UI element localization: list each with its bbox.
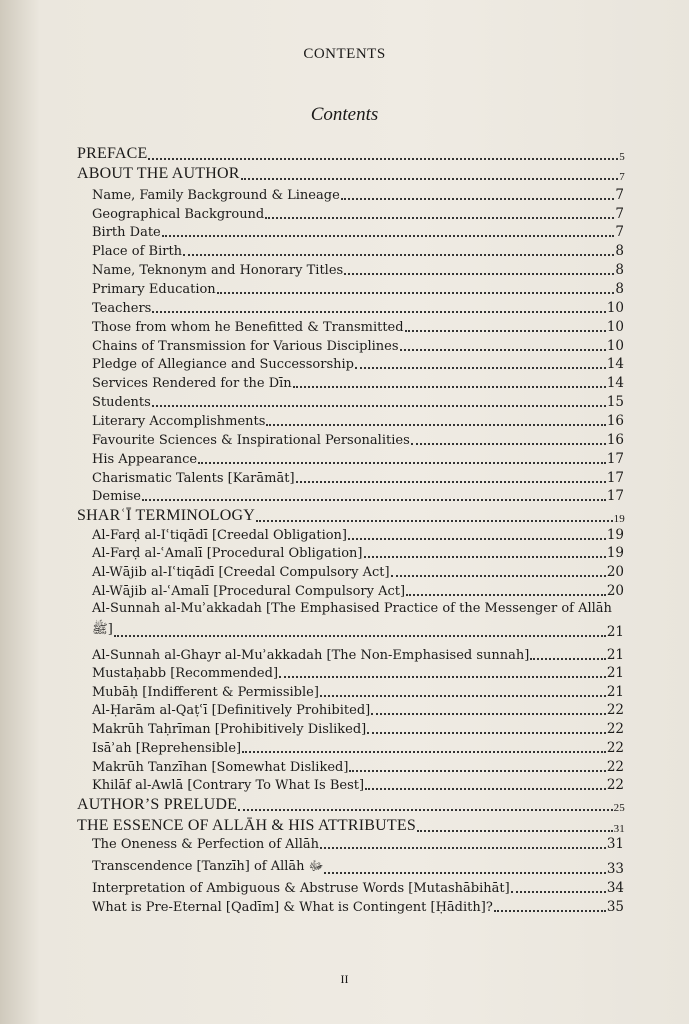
toc-subsection-entry[interactable]	[92, 206, 624, 222]
dot-leader	[198, 461, 606, 464]
dot-leader	[405, 329, 606, 332]
toc-page-number: 19	[606, 527, 624, 543]
toc-entry-text: Makrūh Tanzīhan [Somewhat Disliked]	[92, 760, 349, 775]
toc-subsection-entry[interactable]	[92, 394, 624, 410]
toc-page-number: 21	[606, 624, 624, 640]
toc-page-number: 22	[606, 740, 624, 756]
toc-page-number: 17	[606, 451, 624, 467]
toc-subsection-entry[interactable]	[92, 413, 624, 429]
toc-subsection-entry[interactable]	[92, 375, 624, 391]
toc-entry-text: Charismatic Talents [Karāmāt]	[92, 471, 295, 486]
dot-leader	[183, 253, 614, 256]
toc-entry-text: Teachers	[92, 301, 152, 316]
toc-page-number: 7	[615, 187, 624, 203]
dot-leader	[114, 634, 606, 637]
toc-entry-text: Al-Farḍ al-ʿAmalī [Procedural Obligation]	[92, 546, 363, 561]
toc-subsection-entry[interactable]	[92, 621, 624, 640]
toc-page-number: 19	[606, 545, 624, 561]
dot-leader	[162, 234, 615, 237]
toc-entry-text: ABOUT THE AUTHOR	[77, 165, 240, 182]
dot-leader	[293, 385, 606, 388]
dot-leader	[417, 829, 613, 832]
toc-page-number: 31	[606, 836, 624, 852]
dot-leader	[148, 157, 618, 160]
toc-subsection-entry[interactable]	[92, 243, 624, 259]
toc-subsection-entry[interactable]	[92, 545, 624, 561]
toc-entry-text: His Appearance	[92, 452, 198, 467]
dot-leader	[371, 712, 606, 715]
toc-entry-text: What is Pre-Eternal [Qadīm] & What is Contingent [Ḥādith]?	[92, 900, 493, 915]
toc-page-number: 33	[606, 861, 624, 877]
dot-leader	[256, 519, 613, 522]
toc-subsection-entry[interactable]	[92, 880, 624, 896]
toc-entry-text: Chains of Transmission for Various Disciplines	[92, 339, 399, 354]
dot-leader	[367, 731, 606, 734]
toc-entry-text: Favourite Sciences & Inspirational Personalities	[92, 433, 410, 448]
toc-page-number: 10	[606, 319, 624, 335]
toc-subsection-entry[interactable]	[92, 281, 624, 297]
toc-page-number: 10	[606, 300, 624, 316]
dot-leader	[530, 657, 605, 660]
toc-entry-text: ﷺ]	[92, 622, 113, 637]
toc-entry-text: Geographical Background	[92, 207, 265, 222]
toc-page-number: 8	[615, 243, 624, 259]
toc-section-entry[interactable]	[77, 507, 625, 525]
toc-entry-text: Name, Family Background & Lineage	[92, 188, 340, 203]
dot-leader	[344, 272, 614, 275]
dot-leader	[320, 846, 606, 849]
toc-entry-text: Services Rendered for the Dīn	[92, 376, 292, 391]
toc-subsection-entry[interactable]	[92, 356, 624, 372]
toc-subsection-entry[interactable]	[92, 777, 624, 793]
toc-entry-text: Khilāf al-Awlā [Contrary To What Is Best]	[92, 778, 365, 793]
toc-section-entry[interactable]	[77, 796, 625, 814]
toc-subsection-entry[interactable]	[92, 432, 624, 448]
dot-leader	[242, 750, 606, 753]
toc-page-number: 7	[619, 171, 625, 183]
toc-subsection-entry[interactable]	[92, 836, 624, 852]
toc-subsection-entry[interactable]	[92, 300, 624, 316]
toc-page-number: 35	[606, 899, 624, 915]
toc-subsection-entry[interactable]	[92, 527, 624, 543]
toc-entry-text: Those from whom he Benefitted & Transmitted	[92, 320, 404, 335]
toc-subsection-entry[interactable]	[92, 740, 624, 756]
toc-section-entry[interactable]	[77, 145, 625, 163]
toc-section-entry[interactable]	[77, 165, 625, 183]
toc-page-number: 34	[606, 880, 624, 896]
toc-subsection-entry[interactable]	[92, 451, 624, 467]
toc-page-number: 15	[606, 394, 624, 410]
dot-leader	[411, 442, 606, 445]
toc-entry-text: Literary Accomplishments	[92, 414, 266, 429]
toc-section-entry[interactable]	[77, 817, 625, 835]
dot-leader	[365, 787, 606, 790]
toc-subsection-entry[interactable]	[92, 224, 624, 240]
toc-page-number: 22	[606, 721, 624, 737]
toc-page-number: 21	[606, 647, 624, 663]
dot-leader	[152, 404, 606, 407]
toc-entry-text: Al-Wājib al-ʿAmalī [Procedural Compulsory Act]	[92, 584, 406, 599]
dot-leader	[265, 216, 614, 219]
dot-leader	[391, 574, 606, 577]
toc-entry-text: THE ESSENCE OF ALLĀH & HIS ATTRIBUTES	[77, 817, 416, 834]
toc-entry-text: Pledge of Allegiance and Successorship	[92, 357, 354, 372]
dot-leader	[349, 769, 605, 772]
toc-subsection-entry[interactable]	[92, 583, 624, 599]
toc-page-number: 20	[606, 583, 624, 599]
toc-page-number: 21	[606, 684, 624, 700]
toc-subsection-entry[interactable]	[92, 759, 624, 775]
dot-leader	[348, 537, 606, 540]
dot-leader	[364, 555, 606, 558]
dot-leader	[511, 890, 606, 893]
dot-leader	[494, 909, 606, 912]
dot-leader	[341, 197, 615, 200]
toc-entry-text: AUTHOR’S PRELUDE	[77, 796, 238, 813]
dot-leader	[279, 675, 606, 678]
toc-subsection-entry[interactable]	[92, 647, 624, 663]
toc-page-number: 8	[615, 281, 624, 297]
toc-entry-text: Primary Education	[92, 282, 216, 297]
dot-leader	[266, 423, 605, 426]
toc-entry-text: Al-Sunnah al-Muʾakkadah [The Emphasised Practice of the Messenger of Allāh	[92, 601, 612, 616]
toc-entry-text: Isāʾah [Reprehensible]	[92, 741, 242, 756]
toc-subsection-entry[interactable]	[92, 187, 624, 203]
toc-page-number: 8	[615, 262, 624, 278]
toc-subsection-entry[interactable]	[92, 319, 624, 335]
dot-leader	[217, 291, 615, 294]
toc-page-number: 7	[615, 206, 624, 222]
toc-entry-text: Birth Date	[92, 225, 161, 240]
toc-entry-text: Mustaḥabb [Recommended]	[92, 666, 279, 681]
toc-subsection-entry[interactable]	[92, 262, 624, 278]
page-title: Contents	[310, 104, 379, 125]
toc-subsection-entry[interactable]	[92, 684, 624, 700]
toc-entry-text: Students	[92, 395, 151, 410]
toc-page-number: 22	[606, 777, 624, 793]
toc-page-number: 14	[606, 356, 624, 372]
toc-page-number: 31	[613, 823, 625, 835]
dot-leader	[324, 871, 605, 874]
toc-page-number: 17	[606, 470, 624, 486]
toc-page-number: 7	[615, 224, 624, 240]
toc-subsection-entry[interactable]	[92, 721, 624, 737]
toc-entry-text: SHARʿĪ TERMINOLOGY	[77, 507, 255, 524]
running-head: CONTENTS	[303, 46, 386, 62]
toc-subsection-entry[interactable]	[92, 470, 624, 486]
toc-subsection-entry[interactable]	[92, 338, 624, 354]
toc-subsection-entry[interactable]	[92, 858, 624, 877]
toc-entry-text: Name, Teknonym and Honorary Titles	[92, 263, 344, 278]
toc-entry-text: Place of Birth	[92, 244, 183, 259]
toc-entry-text: Interpretation of Ambiguous & Abstruse Words [Mutashābihāt]	[92, 881, 510, 896]
toc-page-number: 22	[606, 759, 624, 775]
dot-leader	[296, 480, 606, 483]
dot-leader	[142, 498, 606, 501]
toc-entry-text: Mubāḥ [Indifferent & Permissible]	[92, 685, 319, 700]
toc-page-number: 21	[606, 665, 624, 681]
toc-entry-text: Al-Sunnah al-Ghayr al-Muʾakkadah [The Non-Emphasised sunnah]	[92, 648, 530, 663]
toc-page-number: 14	[606, 375, 624, 391]
dot-leader	[152, 310, 605, 313]
dot-leader	[238, 808, 613, 811]
page-number: II	[340, 972, 349, 986]
toc-entry-text: Makrūh Taḥrīman [Prohibitively Disliked]	[92, 722, 367, 737]
toc-subsection-entry[interactable]	[92, 665, 624, 681]
toc-subsection-entry[interactable]	[92, 488, 624, 504]
toc-entry-text: PREFACE	[77, 145, 148, 162]
toc-entry-text: Transcendence [Tanzīh] of Allāh ﷻ	[92, 859, 324, 874]
toc-page-number: 10	[606, 338, 624, 354]
toc-page-number: 22	[606, 702, 624, 718]
dot-leader	[241, 177, 619, 180]
toc-page-number: 17	[606, 488, 624, 504]
toc-entry-text: Demise	[92, 489, 141, 504]
toc-entry-text: Al-Wājib al-Iʿtiqādī [Creedal Compulsory Act]	[92, 565, 390, 580]
toc-page-number: 16	[606, 432, 624, 448]
toc-entry-text: Al-Farḍ al-Iʿtiqādī [Creedal Obligation]	[92, 528, 347, 543]
toc-page-number: 20	[606, 564, 624, 580]
toc-page-number: 16	[606, 413, 624, 429]
dot-leader	[355, 366, 606, 369]
toc-page-number: 19	[613, 513, 625, 525]
toc-subsection-entry[interactable]	[92, 899, 624, 915]
toc-entry-text: The Oneness & Perfection of Allāh	[92, 837, 320, 852]
toc-entry-text: Al-Ḥarām al-Qaṭʿī [Definitively Prohibited]	[92, 703, 371, 718]
dot-leader	[320, 694, 606, 697]
toc-page-number: 25	[613, 802, 625, 814]
dot-leader	[400, 348, 606, 351]
toc-page-number: 5	[619, 151, 625, 163]
dot-leader	[406, 593, 606, 596]
toc-subsection-entry[interactable]	[92, 564, 624, 580]
toc-subsection-entry[interactable]	[92, 702, 624, 718]
